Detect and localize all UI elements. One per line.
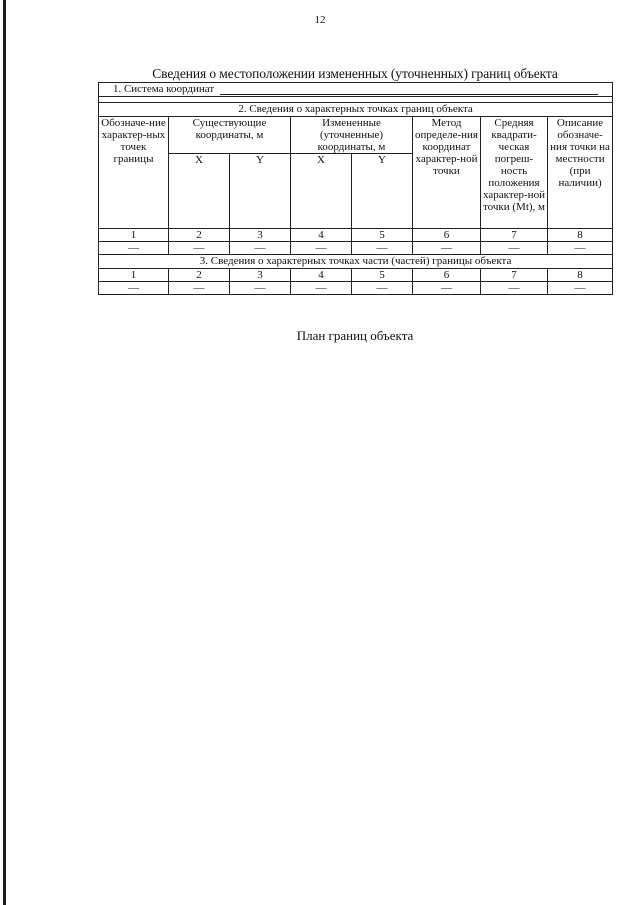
section2-label: 2. Сведения о характерных точках границ объекта [99,103,613,117]
column-number: 2 [169,269,230,282]
column-number: 3 [230,269,291,282]
column-number: 7 [481,229,548,242]
column-number: 8 [548,269,613,282]
header-description: Описание обозначе-ния точки на местности (при наличии) [548,117,613,229]
section3-label: 3. Сведения о характерных точках части (частей) границы объекта [99,255,613,269]
table-cell: — [291,282,352,295]
header-changed-x: X [291,154,352,229]
column-number: 1 [99,229,169,242]
table-cell: — [352,282,413,295]
column-number: 2 [169,229,230,242]
table-cell: — [99,282,169,295]
table-cell: — [99,242,169,255]
table-cell: — [548,282,613,295]
header-existing-coordinates: Существующие координаты, м [169,117,291,154]
table-cell: — [413,242,481,255]
section1-label: 1. Система координат [112,83,215,95]
boundary-points-table [98,82,613,295]
section3-data-row [99,282,613,295]
document-title: Сведения о местоположении измененных (уточненных) границ объекта [152,66,558,81]
table-cell: — [169,282,230,295]
table-cell: — [413,282,481,295]
section2-column-numbers [99,229,613,242]
header-existing-x: X [169,154,230,229]
coordinate-system-row [99,83,613,97]
header-accuracy: Средняя квадрати-ческая погреш-ность положения характер-ной точки (Mt), м [481,117,548,229]
table-cell: — [230,242,291,255]
header-changed-coordinates: Измененные (уточненные) координаты, м [291,117,413,154]
column-number: 5 [352,229,413,242]
section3-column-numbers [99,269,613,282]
coordinate-system-blank [220,85,598,95]
header-point-designation: Обозначе-ние характер-ных точек границы [99,117,169,229]
page-edge-line [3,0,6,905]
table-cell: — [230,282,291,295]
section2-data-row [99,242,613,255]
table-cell: — [352,242,413,255]
header-changed-y: Y [352,154,413,229]
table-cell: — [169,242,230,255]
column-number: 6 [413,229,481,242]
column-number: 8 [548,229,613,242]
column-number: 4 [291,229,352,242]
header-method: Метод определе-ния координат характер-ной точки [413,117,481,229]
column-number: 1 [99,269,169,282]
table-cell: — [291,242,352,255]
column-number: 5 [352,269,413,282]
plan-title: План границ объекта [296,328,414,343]
table-cell: — [481,282,548,295]
page-number: 12 [314,14,326,26]
table-cell: — [548,242,613,255]
column-number: 7 [481,269,548,282]
column-number: 4 [291,269,352,282]
table-cell: — [481,242,548,255]
column-number: 3 [230,229,291,242]
column-number: 6 [413,269,481,282]
header-existing-y: Y [230,154,291,229]
